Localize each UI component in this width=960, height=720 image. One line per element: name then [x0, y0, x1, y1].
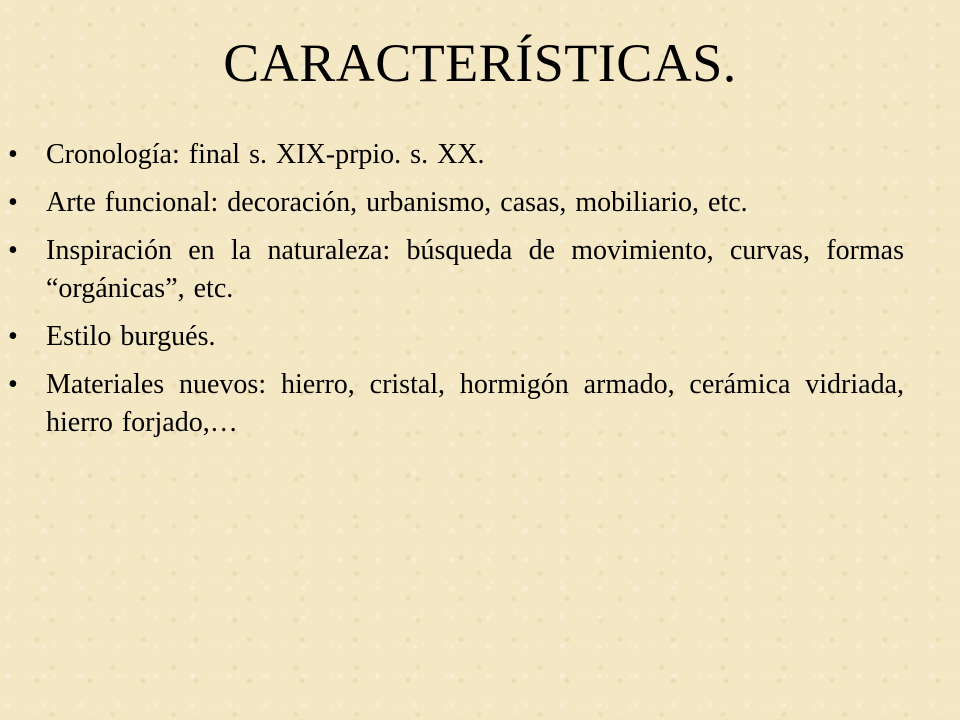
bullet-text: Cronología: final s. XIX-prpio. s. XX.: [46, 139, 485, 170]
bullet-text: Estilo burgués.: [46, 321, 216, 352]
bullet-item: [0, 232, 904, 308]
bullet-item: [0, 136, 904, 174]
bullet-marker: •: [8, 187, 18, 218]
slide-title: CARACTERÍSTICAS.: [223, 33, 737, 93]
bullet-item: [0, 184, 904, 222]
bullet-text: Materiales nuevos: hierro, cristal, hormigón armado, cerámica vidriada, hierro forjado,…: [46, 369, 904, 438]
bullet-item: [0, 366, 904, 442]
bullet-marker: •: [8, 235, 18, 266]
bullet-marker: •: [8, 139, 18, 170]
bullet-marker: •: [8, 321, 18, 352]
bullet-text: Inspiración en la naturaleza: búsqueda de movimiento, curvas, formas “orgánicas”, etc.: [46, 235, 904, 304]
bullet-list: [0, 136, 960, 452]
bullet-marker: •: [8, 369, 18, 400]
bullet-text: Arte funcional: decoración, urbanismo, casas, mobiliario, etc.: [46, 187, 748, 218]
bullet-item: [0, 318, 904, 356]
